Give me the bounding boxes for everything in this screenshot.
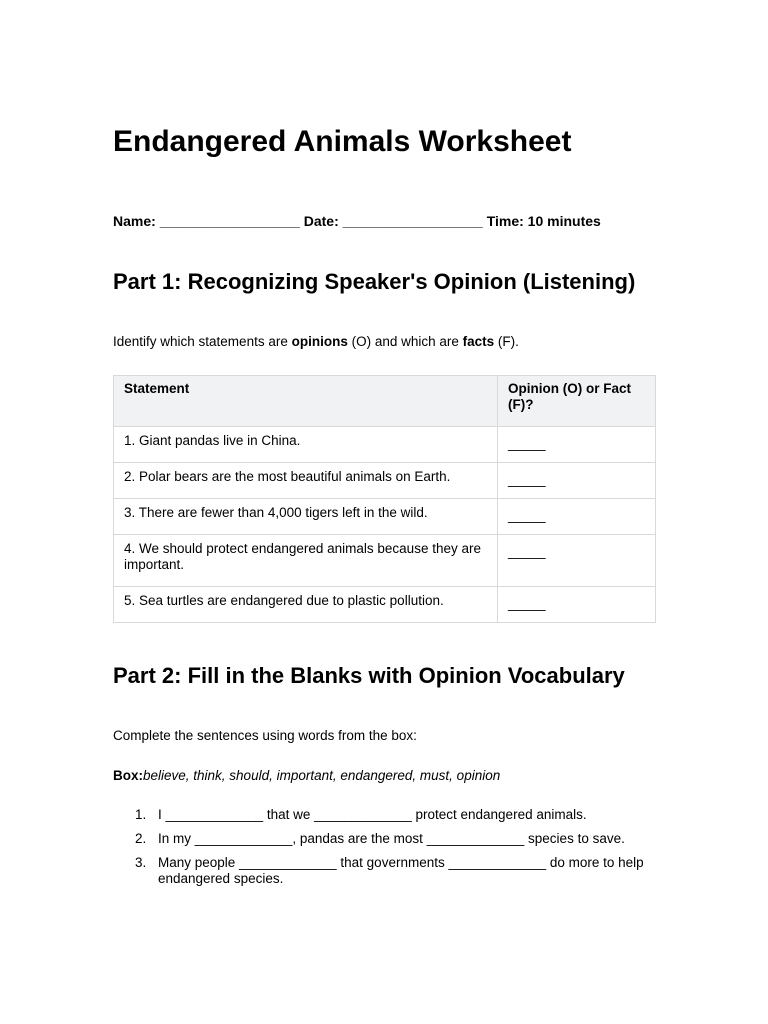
table-row bbox=[114, 499, 656, 535]
list-item bbox=[113, 807, 658, 823]
word-box-label: Box: bbox=[113, 768, 143, 783]
table-row bbox=[114, 587, 656, 623]
answer-cell bbox=[498, 427, 656, 463]
name-blank: __________________ bbox=[159, 213, 300, 229]
part1-intro-before: Identify which statements are bbox=[113, 334, 292, 349]
answer-cell bbox=[498, 463, 656, 499]
part1-intro-middle: (O) and which are bbox=[347, 334, 463, 349]
sentence-number: 3. bbox=[135, 855, 147, 870]
sentence-text: In my _____________, pandas are the most _____________ species to save. bbox=[158, 831, 625, 846]
table-row bbox=[114, 463, 656, 499]
date-blank: __________________ bbox=[342, 213, 483, 229]
header-opinion-or-fact: Opinion (O) or Fact (F)? bbox=[498, 376, 656, 427]
part1-intro-facts: facts bbox=[462, 334, 495, 349]
sentence-number: 2. bbox=[135, 831, 147, 846]
answer-blank: _____ bbox=[508, 508, 546, 523]
statements-table bbox=[113, 375, 656, 623]
list-item bbox=[113, 855, 658, 887]
statement-cell: 4. We should protect endangered animals because they are important. bbox=[114, 535, 498, 587]
list-item bbox=[113, 831, 658, 847]
sentence-number: 1. bbox=[135, 807, 147, 822]
table-row bbox=[114, 535, 656, 587]
table-row bbox=[114, 427, 656, 463]
statement-cell: 2. Polar bears are the most beautiful animals on Earth. bbox=[114, 463, 498, 499]
answer-blank: _____ bbox=[508, 596, 546, 611]
statement-cell: 5. Sea turtles are endangered due to plastic pollution. bbox=[114, 587, 498, 623]
part2-instructions: Complete the sentences using words from the box: bbox=[113, 728, 417, 743]
part1-instructions bbox=[113, 333, 519, 351]
part1-heading: Part 1: Recognizing Speaker's Opinion (Listening) bbox=[113, 269, 636, 294]
answer-blank: _____ bbox=[508, 472, 546, 487]
page-title: Endangered Animals Worksheet bbox=[113, 125, 572, 158]
sentence-text: I _____________ that we _____________ protect endangered animals. bbox=[158, 807, 587, 822]
fill-in-sentences-list bbox=[113, 807, 658, 895]
word-box bbox=[113, 767, 500, 785]
answer-cell bbox=[498, 499, 656, 535]
answer-cell bbox=[498, 587, 656, 623]
student-info-line bbox=[113, 212, 601, 230]
answer-blank: _____ bbox=[508, 544, 546, 559]
part1-intro-after: (F). bbox=[494, 334, 519, 349]
answer-cell bbox=[498, 535, 656, 587]
part2-heading: Part 2: Fill in the Blanks with Opinion Vocabulary bbox=[113, 663, 625, 688]
word-box-words: believe, think, should, important, endangered, must, opinion bbox=[143, 768, 501, 783]
table-header-row bbox=[114, 376, 656, 427]
time-label: Time: 10 minutes bbox=[486, 213, 601, 229]
sentence-text: Many people _____________ that governments _____________ do more to help endangered species. bbox=[158, 855, 644, 886]
name-label: Name: bbox=[113, 213, 156, 229]
statement-cell: 1. Giant pandas live in China. bbox=[114, 427, 498, 463]
answer-blank: _____ bbox=[508, 436, 546, 451]
date-label: Date: bbox=[303, 213, 339, 229]
part1-intro-opinions: opinions bbox=[291, 334, 348, 349]
statement-cell: 3. There are fewer than 4,000 tigers left in the wild. bbox=[114, 499, 498, 535]
header-statement: Statement bbox=[114, 376, 498, 427]
